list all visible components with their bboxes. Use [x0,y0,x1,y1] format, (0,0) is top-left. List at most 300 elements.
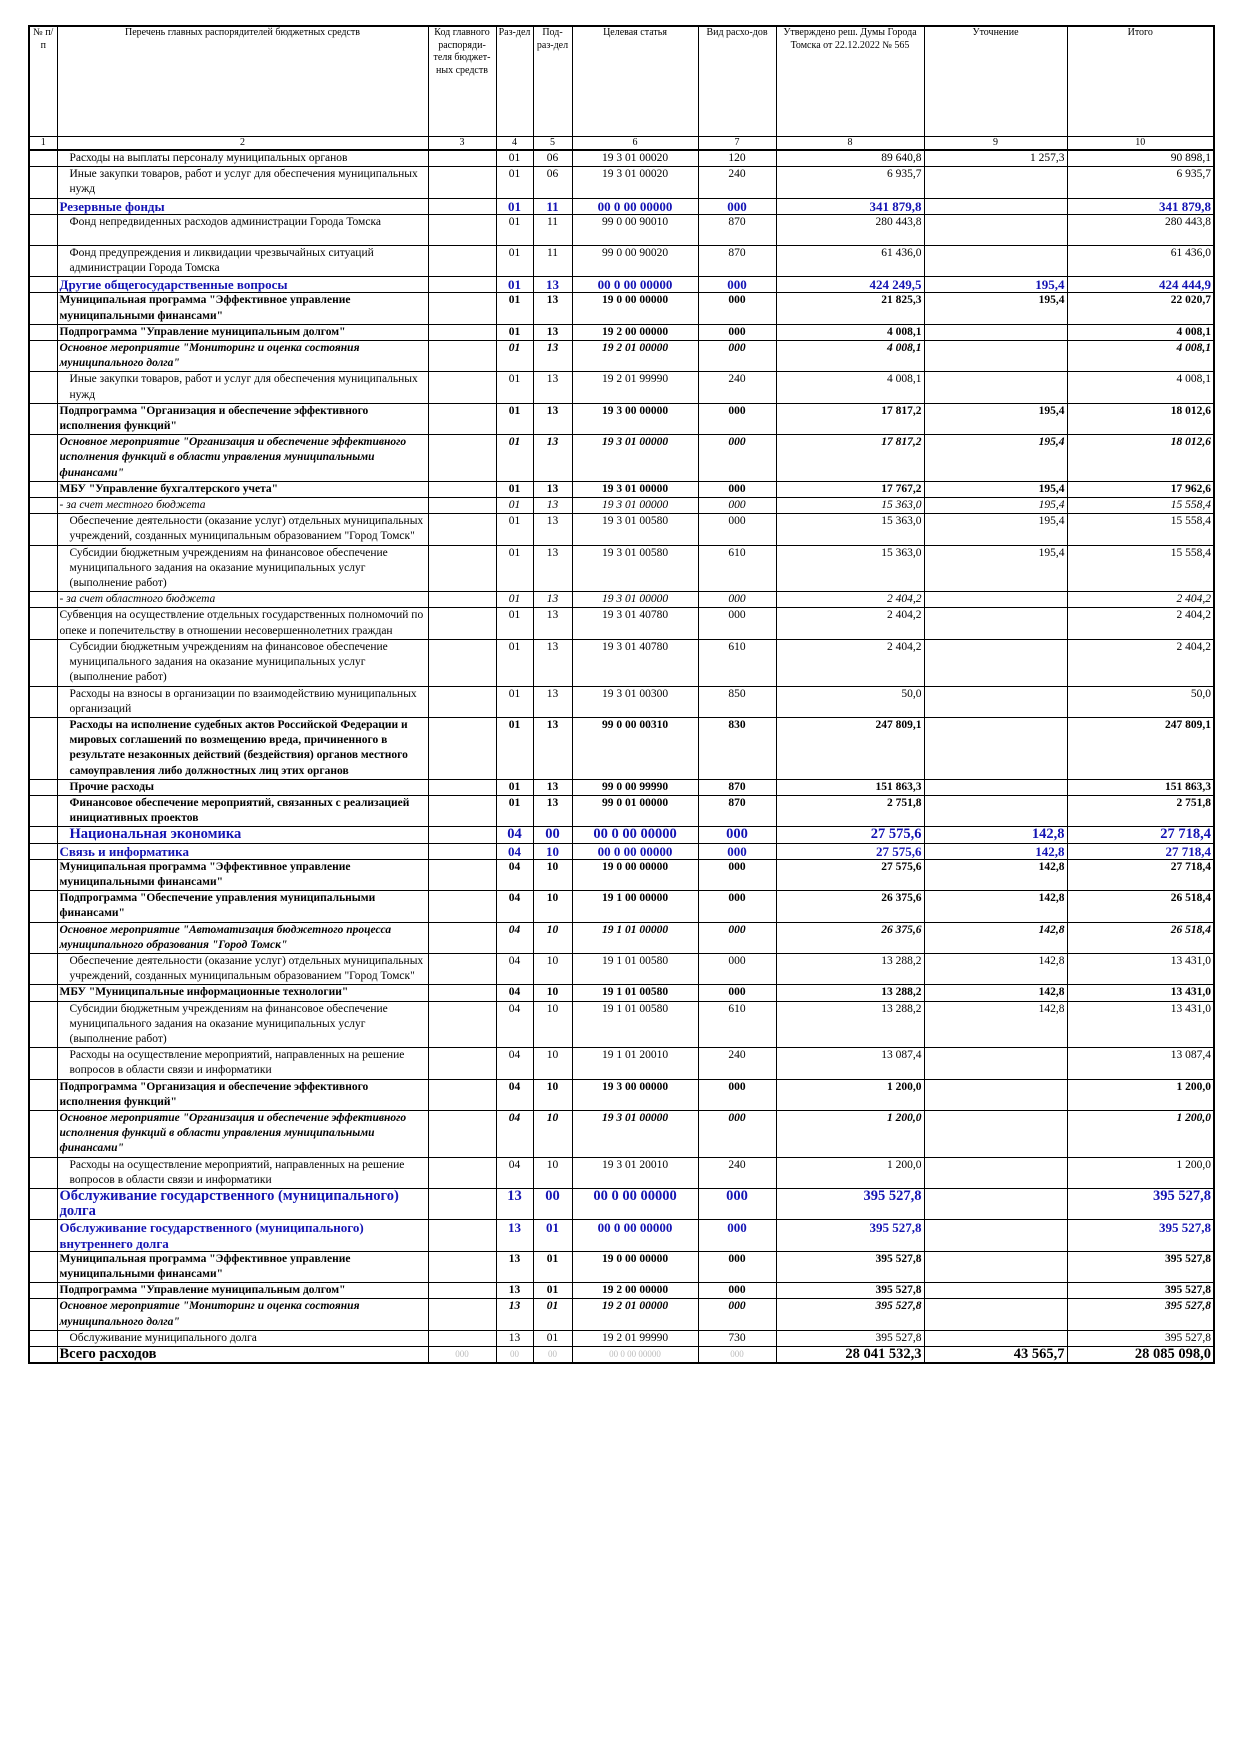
row-total: 2 751,8 [1067,795,1214,826]
row-target: 00 0 00 00000 [572,1220,698,1251]
row-podrazdel: 01 [533,1220,572,1251]
row-expense-type: 000 [698,1220,776,1251]
row-gl-code [428,827,496,843]
row-number-cell [29,985,57,1001]
row-number-cell [29,545,57,592]
row-name: Субсидии бюджетным учреждениям на финансовое обеспечение муниципального задания на оказание муниципальных услуг (выполнение работ) [57,545,428,592]
row-change: 195,4 [924,293,1067,324]
row-expense-type: 240 [698,167,776,198]
row-gl-code [428,1079,496,1110]
row-approved: 17 817,2 [776,403,924,434]
row-total: 13 431,0 [1067,953,1214,984]
row-approved: 13 288,2 [776,953,924,984]
table-row [29,545,1214,592]
row-total: 22 020,7 [1067,293,1214,324]
row-approved: 2 404,2 [776,639,924,686]
table-row [29,592,1214,608]
row-change: 142,8 [924,922,1067,953]
row-name: Расходы на осуществление мероприятий, направленных на решение вопросов в области связи и информатики [57,1157,428,1188]
row-razdel: 01 [496,498,533,514]
row-target: 19 3 01 00000 [572,435,698,482]
row-expense-type: 000 [698,324,776,340]
row-target: 19 3 01 40780 [572,639,698,686]
row-name: Основное мероприятие "Организация и обеспечение эффективного исполнения функций в области управления муниципальными финансами" [57,435,428,482]
row-razdel: 04 [496,1157,533,1188]
row-expense-type: 000 [698,608,776,639]
row-total: 395 527,8 [1067,1189,1214,1220]
row-total: 50,0 [1067,686,1214,717]
row-total: 1 200,0 [1067,1110,1214,1157]
row-name: Национальная экономика [57,827,428,843]
row-total: 2 404,2 [1067,608,1214,639]
table-row [29,435,1214,482]
row-expense-type: 000 [698,592,776,608]
total-gl-code: 000 [428,1347,496,1364]
row-name: Резервные фонды [57,198,428,214]
row-gl-code [428,985,496,1001]
row-podrazdel: 06 [533,167,572,198]
table-row [29,341,1214,372]
row-gl-code [428,891,496,922]
row-razdel: 13 [496,1330,533,1346]
row-expense-type: 870 [698,245,776,276]
col-header-podrazdel: Под-раз-дел [533,26,572,137]
row-razdel: 01 [496,150,533,167]
row-target: 00 0 00 00000 [572,827,698,843]
total-expense-type: 000 [698,1347,776,1364]
row-number-cell [29,481,57,497]
row-gl-code [428,324,496,340]
row-target: 19 3 01 00020 [572,150,698,167]
row-razdel: 01 [496,608,533,639]
table-row [29,198,1214,214]
col-header-approved: Утверждено реш. Думы Города Томска от 22.12.2022 № 565 [776,26,924,137]
row-expense-type: 000 [698,293,776,324]
row-gl-code [428,293,496,324]
row-target: 19 3 01 00000 [572,481,698,497]
table-row [29,293,1214,324]
row-name: Подпрограмма "Управление муниципальным долгом" [57,1283,428,1299]
row-razdel: 01 [496,277,533,293]
row-podrazdel: 11 [533,245,572,276]
row-approved: 4 008,1 [776,341,924,372]
row-name: Муниципальная программа "Эффективное управление муниципальными финансами" [57,859,428,890]
row-change [924,1079,1067,1110]
row-name: Муниципальная программа "Эффективное управление муниципальными финансами" [57,293,428,324]
header-row [29,26,1214,137]
row-name: Обслуживание муниципального долга [57,1330,428,1346]
row-razdel: 01 [496,245,533,276]
row-approved: 13 288,2 [776,985,924,1001]
col-index: 8 [776,137,924,151]
row-podrazdel: 00 [533,1189,572,1220]
row-podrazdel: 13 [533,293,572,324]
row-razdel: 01 [496,592,533,608]
total-change: 43 565,7 [924,1347,1067,1364]
row-gl-code [428,859,496,890]
table-row [29,1220,1214,1251]
row-razdel: 01 [496,435,533,482]
row-name: Прочие расходы [57,779,428,795]
row-change: 195,4 [924,435,1067,482]
row-name: Подпрограмма "Организация и обеспечение эффективного исполнения функций" [57,403,428,434]
row-gl-code [428,1110,496,1157]
row-number-cell [29,435,57,482]
table-row [29,481,1214,497]
row-gl-code [428,795,496,826]
table-row [29,1283,1214,1299]
row-target: 99 0 00 99990 [572,779,698,795]
row-podrazdel: 10 [533,953,572,984]
row-gl-code [428,779,496,795]
col-index: 9 [924,137,1067,151]
row-name: Подпрограмма "Управление муниципальным долгом" [57,324,428,340]
row-name: Основное мероприятие "Мониторинг и оценка состояния муниципального долга" [57,341,428,372]
total-number-cell [29,1347,57,1364]
row-name: Основное мероприятие "Автоматизация бюджетного процесса муниципального образования "Город Томск" [57,922,428,953]
row-gl-code [428,592,496,608]
row-target: 19 1 01 20010 [572,1048,698,1079]
row-target: 19 1 01 00580 [572,985,698,1001]
table-row [29,1110,1214,1157]
row-total: 18 012,6 [1067,435,1214,482]
row-razdel: 04 [496,1110,533,1157]
row-expense-type: 000 [698,953,776,984]
row-total: 26 518,4 [1067,922,1214,953]
row-podrazdel: 13 [533,403,572,434]
row-expense-type: 870 [698,779,776,795]
row-number-cell [29,277,57,293]
row-target: 00 0 00 00000 [572,1189,698,1220]
row-number-cell [29,1189,57,1220]
col-header-expense-type: Вид расхо-дов [698,26,776,137]
row-approved: 15 363,0 [776,545,924,592]
row-target: 19 3 00 00000 [572,403,698,434]
table-row [29,372,1214,403]
row-gl-code [428,214,496,245]
table-row [29,214,1214,245]
row-name: Иные закупки товаров, работ и услуг для обеспечения муниципальных нужд [57,372,428,403]
row-expense-type: 000 [698,891,776,922]
row-target: 19 3 01 00000 [572,1110,698,1157]
row-number-cell [29,150,57,167]
row-razdel: 01 [496,639,533,686]
row-change [924,779,1067,795]
table-row [29,324,1214,340]
row-gl-code [428,1157,496,1188]
table-row [29,514,1214,545]
row-number-cell [29,795,57,826]
row-razdel: 01 [496,779,533,795]
row-podrazdel: 13 [533,341,572,372]
row-razdel: 04 [496,1001,533,1048]
row-expense-type: 000 [698,1079,776,1110]
row-number-cell [29,514,57,545]
row-change [924,167,1067,198]
row-podrazdel: 13 [533,498,572,514]
row-total: 13 431,0 [1067,1001,1214,1048]
table-row [29,859,1214,890]
row-target: 19 2 01 00000 [572,1299,698,1330]
column-index-row [29,137,1214,151]
row-podrazdel: 13 [533,795,572,826]
row-number-cell [29,1001,57,1048]
row-target: 19 3 01 20010 [572,1157,698,1188]
row-change [924,592,1067,608]
row-approved: 247 809,1 [776,717,924,779]
row-total: 395 527,8 [1067,1299,1214,1330]
row-change: 195,4 [924,403,1067,434]
row-change [924,1048,1067,1079]
row-approved: 13 288,2 [776,1001,924,1048]
row-gl-code [428,1189,496,1220]
row-change [924,1283,1067,1299]
row-change [924,1110,1067,1157]
row-expense-type: 000 [698,843,776,859]
row-razdel: 04 [496,1048,533,1079]
row-podrazdel: 13 [533,545,572,592]
row-gl-code [428,435,496,482]
row-change: 142,8 [924,1001,1067,1048]
row-name: Фонд предупреждения и ликвидации чрезвычайных ситуаций администрации Города Томска [57,245,428,276]
row-gl-code [428,1283,496,1299]
budget-table [28,25,1215,1364]
row-total: 424 444,9 [1067,277,1214,293]
row-podrazdel: 10 [533,1001,572,1048]
row-change [924,1299,1067,1330]
col-header-number: № п/п [29,26,57,137]
row-number-cell [29,214,57,245]
row-expense-type: 000 [698,1283,776,1299]
row-approved: 26 375,6 [776,922,924,953]
row-total: 247 809,1 [1067,717,1214,779]
row-target: 19 0 00 00000 [572,859,698,890]
row-number-cell [29,167,57,198]
row-total: 151 863,3 [1067,779,1214,795]
row-podrazdel: 13 [533,717,572,779]
col-index: 2 [57,137,428,151]
row-razdel: 01 [496,514,533,545]
row-number-cell [29,717,57,779]
row-podrazdel: 13 [533,779,572,795]
row-approved: 151 863,3 [776,779,924,795]
row-target: 19 2 01 00000 [572,341,698,372]
row-podrazdel: 00 [533,827,572,843]
row-target: 99 0 01 00000 [572,795,698,826]
row-total: 18 012,6 [1067,403,1214,434]
row-razdel: 01 [496,481,533,497]
table-row [29,686,1214,717]
row-expense-type: 870 [698,795,776,826]
row-podrazdel: 01 [533,1251,572,1282]
row-target: 19 3 00 00000 [572,1079,698,1110]
row-razdel: 01 [496,403,533,434]
total-podrazdel: 00 [533,1347,572,1364]
row-razdel: 04 [496,953,533,984]
row-approved: 4 008,1 [776,324,924,340]
row-number-cell [29,1220,57,1251]
row-name: МБУ "Управление бухгалтерского учета" [57,481,428,497]
row-target: 19 2 00 00000 [572,1283,698,1299]
col-index: 4 [496,137,533,151]
row-approved: 424 249,5 [776,277,924,293]
row-razdel: 01 [496,293,533,324]
row-change [924,198,1067,214]
row-number-cell [29,843,57,859]
row-razdel: 04 [496,922,533,953]
table-row [29,639,1214,686]
row-number-cell [29,779,57,795]
row-total: 15 558,4 [1067,498,1214,514]
row-name: Иные закупки товаров, работ и услуг для обеспечения муниципальных нужд [57,167,428,198]
row-approved: 89 640,8 [776,150,924,167]
table-row [29,245,1214,276]
row-target: 19 3 01 00300 [572,686,698,717]
col-header-total: Итого [1067,26,1214,137]
row-podrazdel: 13 [533,686,572,717]
row-podrazdel: 10 [533,1157,572,1188]
row-name: Расходы на исполнение судебных актов Российской Федерации и мировых соглашений по возмещению вреда, причиненного в результате незаконных действий (бездействия) органов местного самоуправления либо должностных лиц этих органов [57,717,428,779]
row-expense-type: 870 [698,214,776,245]
row-podrazdel: 11 [533,214,572,245]
row-approved: 6 935,7 [776,167,924,198]
row-approved: 27 575,6 [776,859,924,890]
table-row [29,1299,1214,1330]
row-razdel: 01 [496,795,533,826]
row-total: 61 436,0 [1067,245,1214,276]
row-expense-type: 240 [698,1048,776,1079]
row-target: 19 3 01 00000 [572,592,698,608]
col-header-name: Перечень главных распорядителей бюджетных средств [57,26,428,137]
row-podrazdel: 01 [533,1299,572,1330]
row-gl-code [428,639,496,686]
row-number-cell [29,245,57,276]
row-name: Субсидии бюджетным учреждениям на финансовое обеспечение муниципального задания на оказание муниципальных услуг (выполнение работ) [57,639,428,686]
row-expense-type: 000 [698,481,776,497]
row-approved: 395 527,8 [776,1330,924,1346]
row-total: 4 008,1 [1067,372,1214,403]
row-expense-type: 000 [698,198,776,214]
row-target: 19 2 01 99990 [572,1330,698,1346]
row-expense-type: 000 [698,827,776,843]
row-target: 99 0 00 90020 [572,245,698,276]
row-total: 27 718,4 [1067,859,1214,890]
row-name: Расходы на осуществление мероприятий, направленных на решение вопросов в области связи и информатики [57,1048,428,1079]
row-podrazdel: 10 [533,859,572,890]
row-change [924,1330,1067,1346]
row-change [924,639,1067,686]
row-expense-type: 000 [698,1110,776,1157]
table-row [29,277,1214,293]
row-total: 17 962,6 [1067,481,1214,497]
total-sum: 28 085 098,0 [1067,1347,1214,1364]
row-target: 19 0 00 00000 [572,1251,698,1282]
total-row [29,1347,1214,1364]
row-name: Основное мероприятие "Мониторинг и оценка состояния муниципального долга" [57,1299,428,1330]
row-razdel: 01 [496,717,533,779]
table-row [29,717,1214,779]
row-number-cell [29,686,57,717]
row-razdel: 01 [496,214,533,245]
row-number-cell [29,372,57,403]
row-target: 19 1 01 00580 [572,953,698,984]
row-podrazdel: 06 [533,150,572,167]
row-podrazdel: 13 [533,324,572,340]
row-razdel: 01 [496,545,533,592]
row-podrazdel: 10 [533,1079,572,1110]
row-approved: 27 575,6 [776,827,924,843]
row-total: 13 431,0 [1067,985,1214,1001]
row-gl-code [428,1299,496,1330]
row-number-cell [29,324,57,340]
table-row [29,1330,1214,1346]
row-podrazdel: 10 [533,922,572,953]
row-name: Обслуживание государственного (муниципального) внутреннего долга [57,1220,428,1251]
row-change: 142,8 [924,891,1067,922]
row-change: 195,4 [924,514,1067,545]
row-total: 15 558,4 [1067,514,1214,545]
row-total: 341 879,8 [1067,198,1214,214]
row-approved: 2 751,8 [776,795,924,826]
row-number-cell [29,891,57,922]
col-header-target: Целевая статья [572,26,698,137]
row-gl-code [428,167,496,198]
table-row [29,953,1214,984]
row-gl-code [428,341,496,372]
row-approved: 21 825,3 [776,293,924,324]
row-approved: 61 436,0 [776,245,924,276]
row-approved: 1 200,0 [776,1157,924,1188]
col-index: 7 [698,137,776,151]
row-razdel: 04 [496,843,533,859]
row-total: 395 527,8 [1067,1220,1214,1251]
table-row [29,1157,1214,1188]
row-total: 27 718,4 [1067,843,1214,859]
row-number-cell [29,198,57,214]
row-name: - за счет местного бюджета [57,498,428,514]
row-razdel: 01 [496,167,533,198]
row-name: - за счет областного бюджета [57,592,428,608]
row-expense-type: 000 [698,985,776,1001]
table-row [29,779,1214,795]
row-expense-type: 120 [698,150,776,167]
row-approved: 15 363,0 [776,498,924,514]
row-podrazdel: 13 [533,514,572,545]
row-target: 99 0 00 00310 [572,717,698,779]
row-change: 142,8 [924,843,1067,859]
row-approved: 341 879,8 [776,198,924,214]
row-change [924,1220,1067,1251]
row-razdel: 01 [496,198,533,214]
table-row [29,985,1214,1001]
total-label: Всего расходов [57,1347,428,1364]
col-index: 10 [1067,137,1214,151]
row-name: Подпрограмма "Организация и обеспечение эффективного исполнения функций" [57,1079,428,1110]
row-change [924,372,1067,403]
row-total: 2 404,2 [1067,592,1214,608]
row-gl-code [428,1048,496,1079]
table-row [29,167,1214,198]
row-change: 195,4 [924,498,1067,514]
row-gl-code [428,1220,496,1251]
col-header-razdel: Раз-дел [496,26,533,137]
row-name: МБУ "Муниципальные информационные технологии" [57,985,428,1001]
row-expense-type: 000 [698,341,776,372]
row-name: Расходы на выплаты персоналу муниципальных органов [57,150,428,167]
row-name: Основное мероприятие "Организация и обеспечение эффективного исполнения функций в области управления муниципальными финансами" [57,1110,428,1157]
row-number-cell [29,1157,57,1188]
row-expense-type: 000 [698,277,776,293]
